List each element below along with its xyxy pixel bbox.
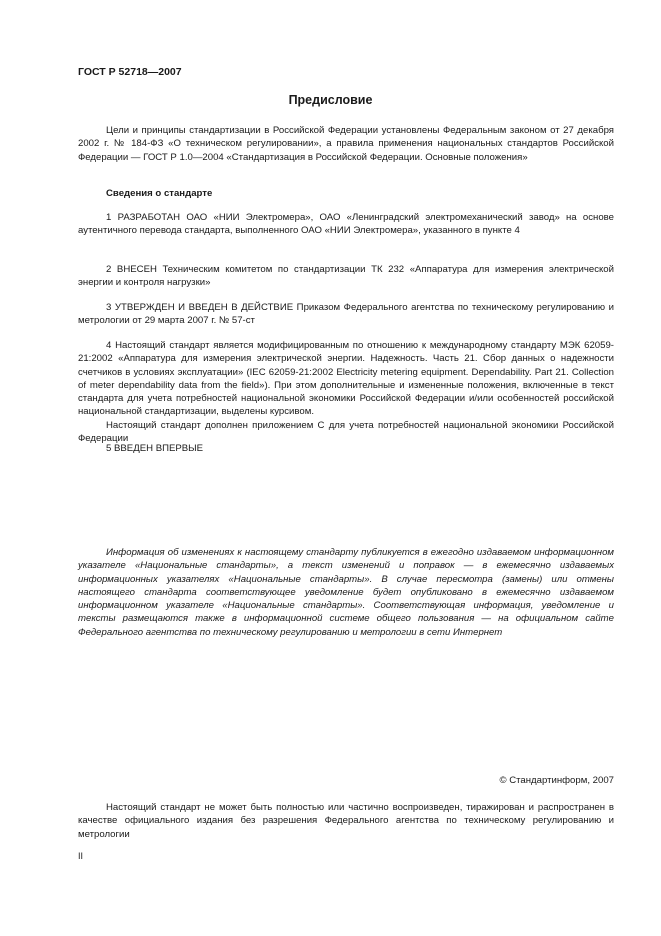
list-item: 2 ВНЕСЕН Техническим комитетом по стандартизации ТК 232 «Аппаратура для измерения электрической энергии и контроля нагрузки» [78, 264, 614, 289]
list-item: 5 ВВЕДЕН ВПЕРВЫЕ [106, 443, 204, 454]
list-item: Настоящий стандарт дополнен приложением С для учета потребностей национальной экономики Российской Федерации [78, 419, 614, 445]
list-item: 4 Настоящий стандарт является модифицированным по отношению к международному стандарту МЭК 62059-21:2002 «Аппаратура для измерения электрической энергии. Надежность. Часть 21. Сбор данных о надежности счетчиков в условиях эксплуатации» (IEC 62059-21:2002 Electricity metering equipment. Dependability. Part 21. Collection of meter dependability data from the field»). При этом дополнительные и измененные положения, включенные в текст стандарта для учета потребностей национальной экономики Российской Федерации и/или особенностей российской национальной стандартизации, выделены курсивом. [78, 340, 614, 418]
footer-paragraph: Настоящий стандарт не может быть полностью или частично воспроизведен, тиражирован и распространен в качестве официального издания без разрешения Федерального агентства по техническому регулированию и метрологии [78, 802, 614, 840]
section-heading: Сведения о стандарте [106, 188, 213, 199]
notice-block [78, 546, 614, 639]
footer-block [78, 801, 614, 841]
document-header: ГОСТ Р 52718—2007 [78, 66, 182, 78]
item-4-block [78, 339, 614, 445]
section-heading-block [78, 187, 614, 200]
item-2-block [78, 263, 614, 290]
item-3-block [78, 301, 614, 328]
list-item: 1 РАЗРАБОТАН ОАО «НИИ Электромера», ОАО «Ленинградский электромеханический завод» на основе аутентичного перевода стандарта, выполненного ОАО «НИИ Электромера», указанного в пункте 4 [78, 212, 614, 237]
intro-block [78, 124, 614, 164]
page-title: Предисловие [288, 93, 373, 107]
item-1-block [78, 211, 614, 238]
page-number: II [78, 851, 84, 861]
list-item: 3 УТВЕРЖДЕН И ВВЕДЕН В ДЕЙСТВИЕ Приказом Федерального агентства по техническому регулированию и метрологии от 29 марта 2007 г. № 57-ст [78, 302, 614, 327]
copyright-line: © Стандартинформ, 2007 [499, 775, 614, 786]
intro-paragraph: Цели и принципы стандартизации в Российской Федерации установлены Федеральным законом от 27 декабря 2002 г. № 184-ФЗ «О техническом регулировании», а правила применения национальных стандартов Российской Федерации — ГОСТ Р 1.0—2004 «Стандартизация в Российской Федерации. Основные положения» [78, 125, 614, 163]
item-5-block [78, 442, 614, 455]
notice-paragraph: Информация об изменениях к настоящему стандарту публикуется в ежегодно издаваемом информационном указателе «Национальные стандарты», а текст изменений и поправок — в ежемесячно издаваемых информационных указателях «Национальные стандарты». В случае пересмотра (замены) или отмены настоящего стандарта соответствующее уведомление будет опубликовано в ежемесячно издаваемом информационном указателе «Национальные стандарты». Соответствующая информация, уведомление и тексты размещаются также в информационной системе общего пользования — на официальном сайте Федерального агентства по техническому регулированию и метрологии в сети Интернет [78, 547, 614, 638]
